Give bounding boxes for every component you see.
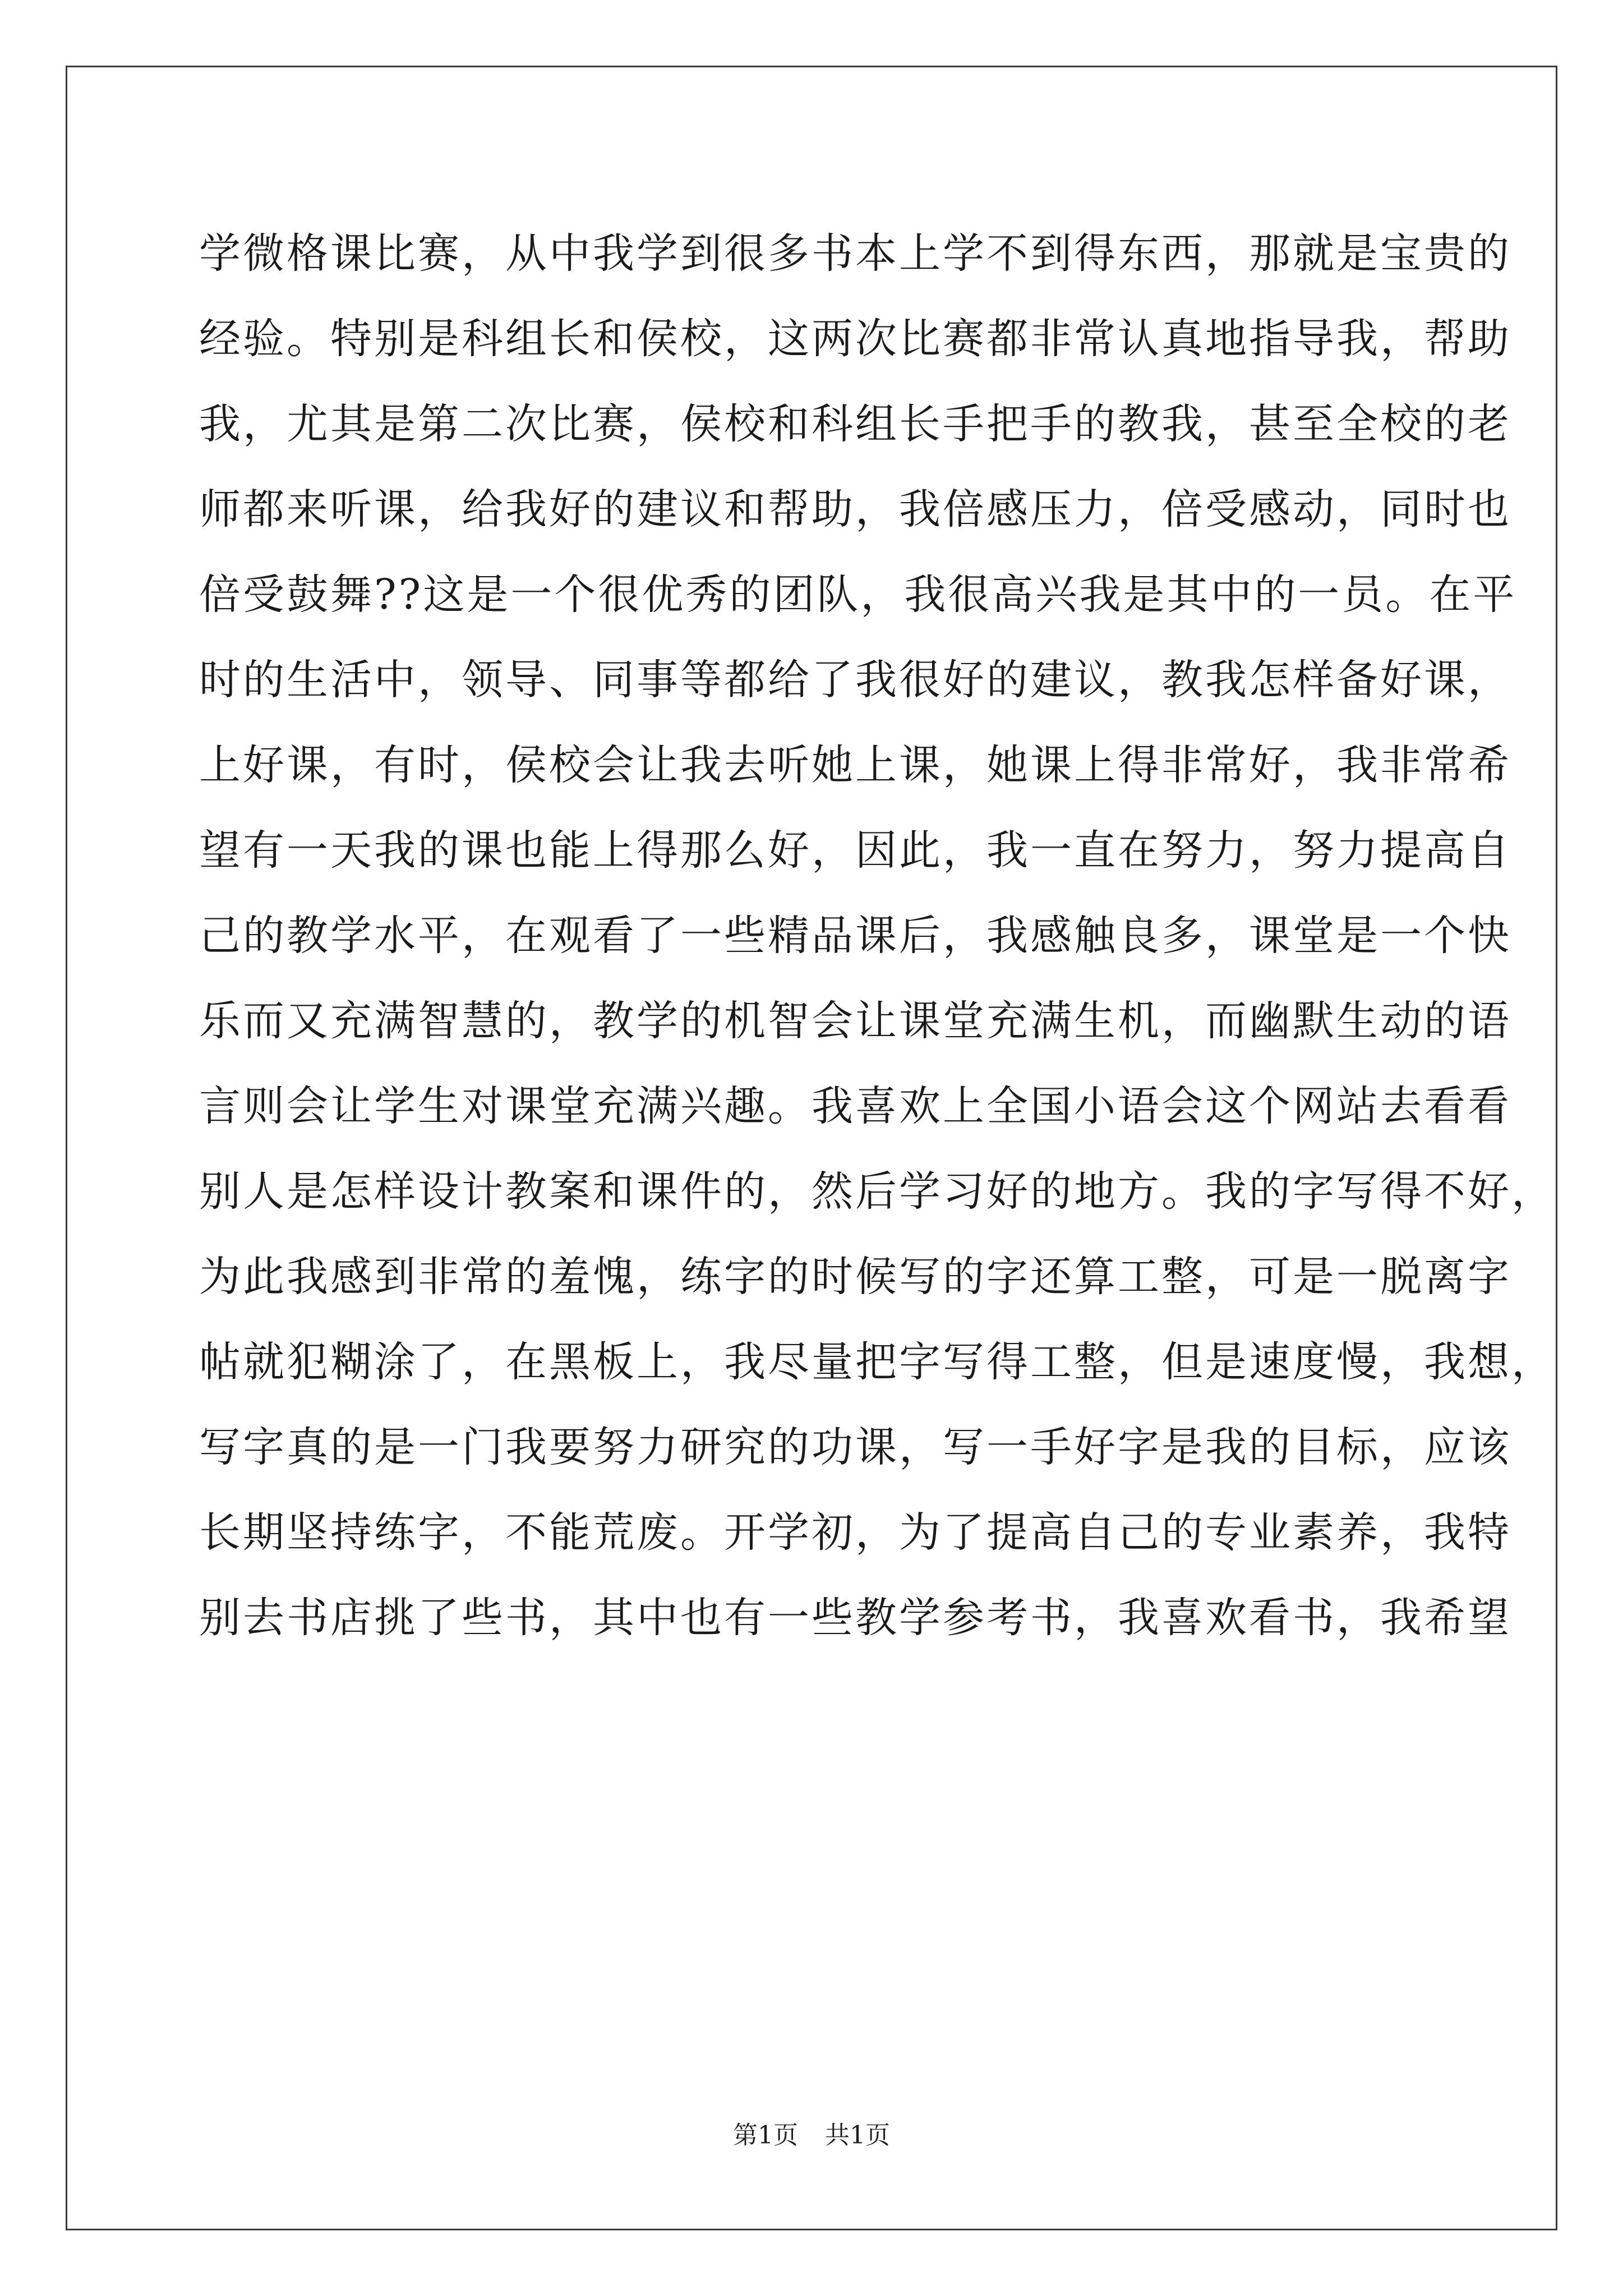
- text-line: 言则会让学生对课堂充满兴趣。我喜欢上全国小语会这个网站去看看: [199, 1082, 1511, 1130]
- text-line: 别人是怎样设计教案和课件的，然后学习好的地方。我的字写得不好，: [199, 1167, 1555, 1216]
- text-line: 为此我感到非常的羞愧，练字的时候写的字还算工整，可是一脱离字: [199, 1253, 1511, 1301]
- text-line: 经验。特别是科组长和侯校，这两次比赛都非常认真地指导我，帮助: [199, 315, 1511, 363]
- text-line: 别去书店挑了些书，其中也有一些教学参考书，我喜欢看书，我希望: [199, 1594, 1511, 1642]
- text-line: 长期坚持练字，不能荒废。开学初，为了提高自己的专业素养，我特: [199, 1508, 1511, 1557]
- page-footer: [0, 2115, 1623, 2151]
- text-line: 倍受鼓舞??这是一个很优秀的团队，我很高兴我是其中的一员。在平: [199, 570, 1517, 619]
- text-line: 学微格课比赛，从中我学到很多书本上学不到得东西，那就是宝贵的: [199, 229, 1511, 278]
- text-line: 我，尤其是第二次比赛，侯校和科组长手把手的教我，甚至全校的老: [199, 400, 1511, 448]
- text-line: 己的教学水平，在观看了一些精品课后，我感触良多，课堂是一个快: [199, 912, 1511, 960]
- text-line: 上好课，有时，侯校会让我去听她上课，她课上得非常好，我非常希: [199, 741, 1511, 789]
- text-line: 师都来听课，给我好的建议和帮助，我倍感压力，倍受感动，同时也: [199, 485, 1511, 533]
- page-total: 共1页: [825, 2121, 890, 2150]
- text-line: 写字真的是一门我要努力研究的功课，写一手好字是我的目标，应该: [199, 1423, 1511, 1471]
- text-line: 时的生活中，领导、同事等都给了我很好的建议，教我怎样备好课，: [199, 656, 1511, 704]
- document-body: [199, 211, 1555, 1660]
- text-line: 乐而又充满智慧的，教学的机智会让课堂充满生机，而幽默生动的语: [199, 997, 1511, 1045]
- page-number: 第1页: [733, 2121, 798, 2150]
- text-line: 帖就犯糊涂了，在黑板上，我尽量把字写得工整，但是速度慢，我想，: [199, 1338, 1555, 1386]
- text-line: 望有一天我的课也能上得那么好，因此，我一直在努力，努力提高自: [199, 826, 1511, 875]
